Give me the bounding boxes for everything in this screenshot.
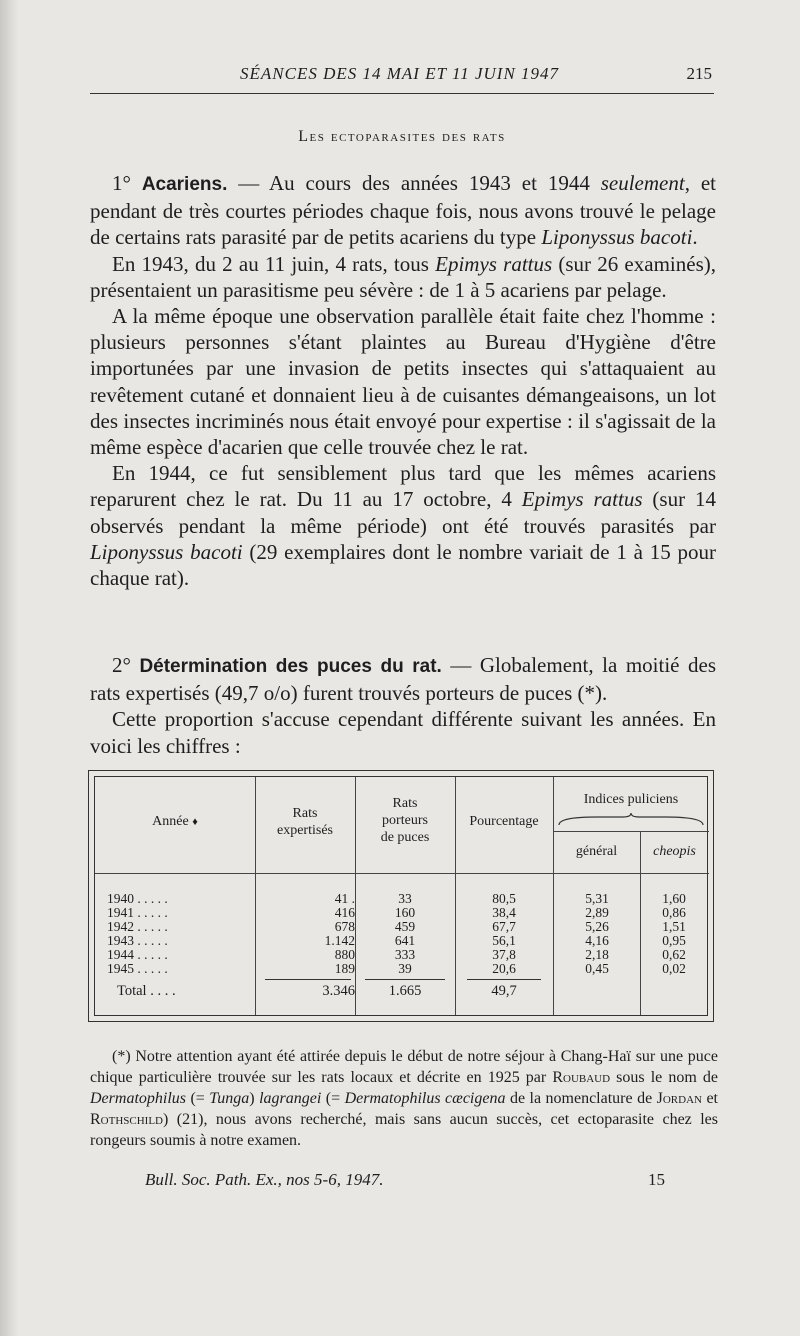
- text: (=: [186, 1090, 210, 1107]
- species-name: Epimys rattus: [435, 251, 553, 276]
- citation-text: Bull. Soc. Path. Ex., nos 5-6, 1947.: [145, 1170, 384, 1189]
- header-label: Année: [152, 814, 189, 829]
- subheading-acariens: Acariens.: [141, 174, 228, 195]
- body-text-upper: [90, 170, 716, 591]
- total-rule: [467, 979, 541, 980]
- species-name: lagrangei: [259, 1090, 322, 1107]
- cell-porteurs: 33: [398, 891, 412, 906]
- header-annee: [95, 813, 255, 831]
- footnote: [90, 1046, 718, 1151]
- cell-year: 1941 . . . . .: [107, 905, 168, 920]
- paragraph-1943: [90, 251, 716, 303]
- cell-general: 2,18: [585, 947, 609, 962]
- paragraph-acariens: [90, 170, 716, 251]
- footnote-paragraph: [90, 1046, 718, 1151]
- species-name: Liponyssus bacoti: [90, 539, 243, 564]
- header-rule: [90, 93, 714, 94]
- text: de la nomenclature de: [505, 1090, 657, 1107]
- cell-general: 2,89: [585, 905, 609, 920]
- cell-cheopis: 1,51: [662, 919, 686, 934]
- header-cheopis: cheopis: [653, 844, 696, 859]
- species-name: Liponyssus bacoti: [541, 225, 693, 250]
- cell-year: 1943 . . . . .: [107, 933, 168, 948]
- paragraph-proportion: Cette proportion s'accuse cependant différente suivant les années. En voici les chiffres :: [90, 707, 716, 758]
- species-name: Epimys rattus: [521, 487, 643, 512]
- cell-cheopis: 0,86: [662, 905, 686, 920]
- text: — Au cours des années 1943 et 1944: [227, 171, 601, 195]
- brace-icon: [557, 811, 705, 831]
- cell-pct: 56,1: [492, 933, 516, 948]
- table-row: [95, 961, 709, 975]
- cell-rats: 880: [334, 947, 355, 962]
- section-number: 1°: [112, 171, 131, 195]
- cell-general: 4,16: [585, 933, 609, 948]
- cell-total-rats: 3.346: [322, 983, 355, 999]
- cell-total-porteurs: 1.665: [388, 983, 422, 999]
- cell-year: 1940 . . . . .: [107, 891, 168, 906]
- cell-rats: 678: [334, 919, 355, 934]
- text: et: [701, 1090, 718, 1107]
- header-line: porteurs: [382, 813, 428, 828]
- cell-cheopis: 1,60: [662, 891, 686, 906]
- table-total-row: [95, 983, 709, 1001]
- table-row: [95, 905, 709, 919]
- total-rule: [265, 979, 351, 980]
- cell-year: 1944 . . . . .: [107, 947, 168, 962]
- subheading-puces: Détermination des puces du rat.: [139, 656, 442, 677]
- species-name: Dermatophilus cæcigena: [344, 1090, 506, 1107]
- cell-porteurs: 641: [394, 933, 416, 948]
- species-name: Dermatophilus: [90, 1090, 186, 1107]
- cell-year: 1942 . . . . .: [107, 919, 168, 934]
- text: (sur 14 observés pendant la même période) ont été trouvés parasités par: [90, 487, 717, 538]
- page-number: 215: [686, 64, 712, 83]
- cell-porteurs: 39: [398, 961, 412, 976]
- cell-rats: 416: [334, 905, 355, 920]
- paragraph-puces: [90, 652, 716, 706]
- cell-pct: 20,6: [492, 961, 516, 976]
- emphasis: seulement: [600, 171, 685, 195]
- text: — Globalement, la moitié des rats expertisés (49,7 o/o) furent trouvés porteurs de puces (*).: [90, 653, 716, 706]
- header-line: Rats: [292, 806, 318, 821]
- mark: ♦: [192, 816, 198, 828]
- header-line: de puces: [380, 830, 430, 845]
- text: ): [249, 1090, 260, 1107]
- text: Notre attention ayant été attirée depuis le début de notre séjour à Chang-Haï sur une puce chique particulière trouvée sur les rats locaux et décrite en 1925 par: [90, 1048, 718, 1086]
- cell-pct: 37,8: [492, 947, 516, 962]
- cell-year: 1945 . . . . .: [107, 961, 168, 976]
- header-indices-puliciens: Indices puliciens: [583, 792, 679, 807]
- subheader-rule: [553, 831, 709, 832]
- species-name: Tunga: [209, 1090, 250, 1107]
- text: , et pendant de très courtes périodes chaque fois, nous avons trouvé le pelage de certains rats parasité par de petits acariens du type: [90, 171, 717, 250]
- table-row: [95, 933, 709, 947]
- text: (sur 26 examinés), présentaient un parasitisme peu sévère : de 1 à 5 acariens par pelage.: [90, 251, 716, 302]
- cell-cheopis: 0,95: [662, 933, 686, 948]
- header-pourcentage: Pourcentage: [469, 814, 539, 829]
- cell-total-pct: 49,7: [491, 983, 517, 999]
- text: .: [692, 225, 698, 250]
- author-name: Rothschild: [90, 1111, 164, 1128]
- text: (29 exemplaires dont le nombre variait de 1 à 15 pour chaque rat).: [90, 539, 717, 591]
- total-rule: [365, 979, 445, 980]
- author-name: Jordan: [656, 1090, 702, 1107]
- cell-pct: 67,7: [492, 919, 516, 934]
- running-header: [90, 62, 714, 88]
- sheet-number: 15: [648, 1170, 665, 1189]
- flea-statistics-table: [88, 770, 714, 1022]
- cell-total-label: Total . . . .: [117, 983, 176, 999]
- text: (=: [321, 1090, 345, 1107]
- text: En 1944, ce fut sensiblement plus tard que les mêmes acariens reparurent chez le rat. Du 11 au 17 octobre, 4: [90, 461, 716, 512]
- text: En 1943, du 2 au 11 juin, 4 rats, tous: [112, 251, 436, 276]
- cell-rats: 1.142: [324, 933, 355, 948]
- header-line: Rats: [392, 796, 418, 811]
- header-rule: [95, 873, 709, 874]
- header-line: expertisés: [277, 823, 333, 838]
- table-row: [95, 919, 709, 933]
- header-rats-porteurs: [355, 795, 455, 846]
- cell-general: 5,26: [585, 919, 609, 934]
- cell-pct: 80,5: [492, 891, 516, 906]
- table-row: [95, 891, 709, 905]
- paragraph-homme: A la même époque une observation parallèle était faite chez l'homme : plusieurs personnes s'étant plaintes au Bureau d'Hygiène d'être importunées par une invasion de petits insectes qui s'attaquaient au revêtement cutané et donnaient lieu à de cuisantes démangeaisons, un lot des insectes incriminés nous était envoyé pour expertise : il s'agissait de la même espèce d'acarien que celle trouvée chez le rat.: [90, 304, 716, 460]
- cell-general: 0,45: [585, 961, 609, 976]
- author-name: Roubaud: [552, 1069, 611, 1086]
- cell-porteurs: 333: [394, 947, 416, 962]
- cell-general: 5,31: [585, 891, 609, 906]
- journal-citation: [145, 1170, 665, 1190]
- section-title: Les ectoparasites des rats: [298, 128, 506, 145]
- running-title: SÉANCES DES 14 MAI ET 11 JUIN 1947: [240, 64, 560, 83]
- body-text-lower: [90, 652, 716, 759]
- cell-cheopis: 0,02: [662, 961, 686, 976]
- page-edge-shadow: [0, 0, 18, 1336]
- cell-rats: 189: [334, 961, 355, 976]
- footnote-mark: (*): [112, 1048, 131, 1065]
- cell-cheopis: 0,62: [662, 947, 686, 962]
- cell-porteurs: 459: [394, 919, 416, 934]
- cell-pct: 38,4: [492, 905, 516, 920]
- cell-porteurs: 160: [394, 905, 416, 920]
- section-number: 2°: [112, 653, 131, 677]
- header-general: général: [575, 844, 618, 859]
- paragraph-1944: [90, 460, 716, 591]
- table-row: [95, 947, 709, 961]
- text: ) (21), nous avons recherché, mais sans aucun succès, cet ectoparasite chez les rongeurs soumis à notre examen.: [90, 1111, 718, 1149]
- header-rats-expertises: [255, 805, 355, 839]
- cell-rats: 41 .: [334, 891, 355, 906]
- text: sous le nom de: [610, 1069, 718, 1086]
- table-inner-border: [94, 776, 708, 1016]
